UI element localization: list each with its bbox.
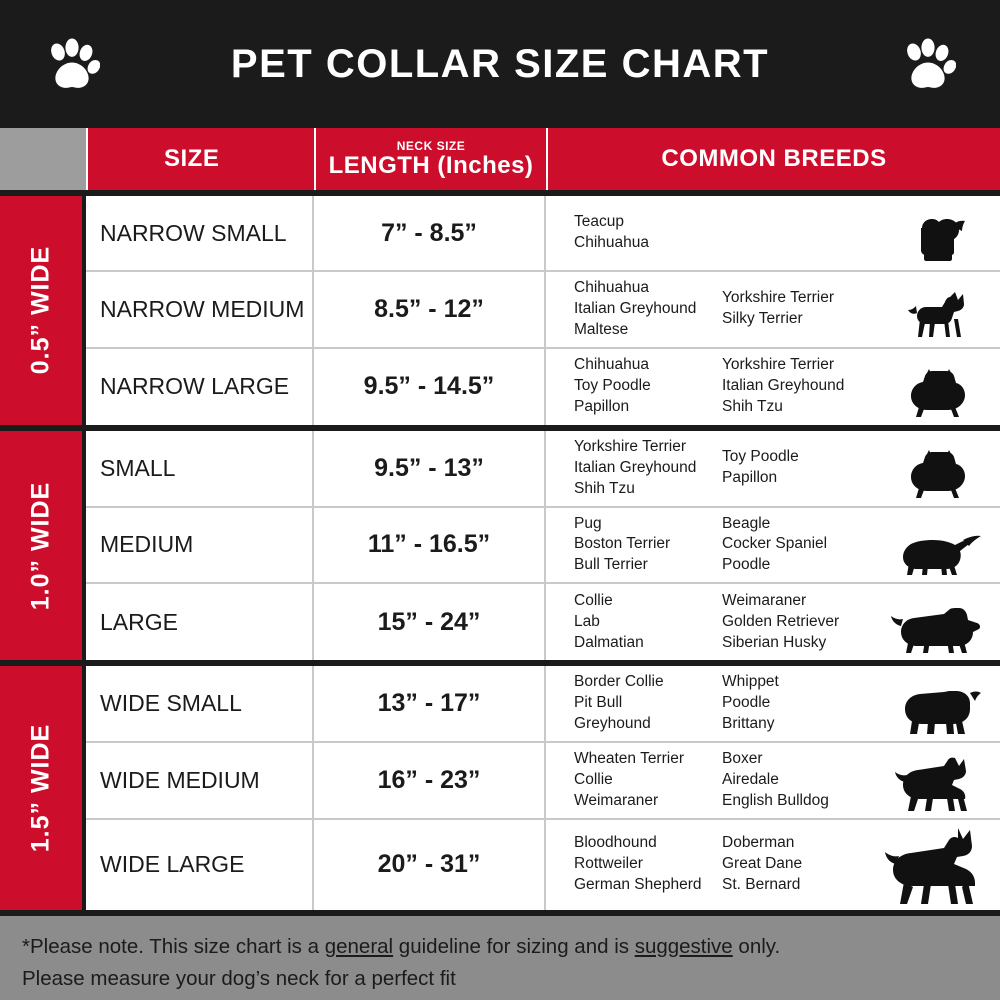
cell-size: NARROW LARGE — [86, 349, 314, 425]
table-row — [86, 584, 1000, 660]
table-row — [86, 666, 1000, 743]
breed-item: Bull Terrier — [574, 556, 648, 574]
size-table — [0, 128, 1000, 910]
footer-underline-general: general — [324, 934, 394, 958]
breed-item: Shih Tzu — [574, 479, 635, 497]
breed-item: German Shepherd — [574, 876, 702, 894]
breed-item: Toy Poodle — [574, 377, 651, 395]
header-breeds: COMMON BREEDS — [546, 128, 1000, 190]
cell-length: 16” - 23” — [314, 743, 546, 818]
footer-line-1 — [22, 932, 978, 962]
breed-item: Golden Retriever — [722, 612, 840, 630]
paw-print-icon — [44, 38, 100, 94]
breed-item: Weimaraner — [722, 591, 807, 609]
breed-item: Papillon — [722, 469, 778, 487]
beagle-silhouette — [882, 514, 1000, 577]
breed-item: Boxer — [722, 750, 763, 768]
table-row — [86, 508, 1000, 585]
breed-column-2 — [722, 749, 882, 812]
cell-length: 9.5” - 14.5” — [314, 349, 546, 425]
breed-item: St. Bernard — [722, 876, 801, 894]
breed-column-2 — [722, 672, 882, 735]
group-width-label: 1.0” WIDE — [26, 481, 55, 610]
breed-column-2 — [722, 514, 882, 577]
breed-item: Maltese — [574, 320, 629, 338]
breed-item: Brittany — [722, 715, 775, 733]
breed-column-1 — [574, 749, 722, 812]
chart-header — [0, 0, 1000, 128]
breed-item: Yorkshire Terrier — [574, 437, 686, 455]
breed-column-1 — [574, 514, 722, 577]
table-row — [86, 743, 1000, 820]
footer-line-2: Please measure your dog’s neck for a perfect fit — [22, 966, 456, 990]
breed-item: Collie — [574, 770, 613, 788]
breed-item: Shih Tzu — [722, 398, 783, 416]
table-row — [86, 349, 1000, 425]
breed-column-1 — [574, 212, 722, 254]
breed-column-1 — [574, 278, 722, 341]
boxer-silhouette — [882, 749, 1000, 812]
group-2 — [0, 660, 1000, 910]
retriever-silhouette — [882, 590, 1000, 654]
group-width-label: 0.5” WIDE — [26, 246, 55, 375]
breed-column-2 — [722, 591, 882, 654]
header-size: SIZE — [86, 128, 314, 190]
group-0 — [0, 190, 1000, 425]
breed-column-2 — [722, 437, 882, 500]
header-length-small: NECK SIZE — [396, 139, 466, 153]
breed-item: Great Dane — [722, 855, 803, 873]
breed-item: Papillon — [574, 398, 630, 416]
doberman-silhouette — [882, 826, 1000, 904]
cell-size: NARROW MEDIUM — [86, 272, 314, 347]
breed-item: Italian Greyhound — [722, 377, 845, 395]
breed-item: Weimaraner — [574, 791, 659, 809]
group-width-label-cell — [0, 666, 86, 910]
breed-item: Greyhound — [574, 715, 651, 733]
breed-item: Lab — [574, 612, 600, 630]
breed-column-2 — [722, 278, 882, 341]
cell-breeds — [546, 196, 1000, 270]
bulldog-silhouette — [882, 672, 1000, 735]
cell-length: 9.5” - 13” — [314, 431, 546, 506]
breed-item: Wheaten Terrier — [574, 750, 684, 768]
cell-length: 13” - 17” — [314, 666, 546, 741]
cell-size: LARGE — [86, 584, 314, 660]
group-width-label: 1.5” WIDE — [26, 723, 55, 853]
group-width-label-cell — [0, 196, 86, 425]
breed-item: Border Collie — [574, 673, 664, 691]
footer-text-a: *Please note. This size chart is a — [22, 934, 325, 958]
breed-item: Poodle — [722, 556, 771, 574]
breed-column-1 — [574, 833, 722, 896]
breed-item: Whippet — [722, 673, 779, 691]
breed-item: Italian Greyhound — [574, 458, 697, 476]
cell-size: SMALL — [86, 431, 314, 506]
breed-item: Silky Terrier — [722, 310, 803, 328]
cell-size: MEDIUM — [86, 508, 314, 583]
cell-size: WIDE LARGE — [86, 820, 314, 910]
breed-item: Cocker Spaniel — [722, 535, 828, 553]
breed-column-1 — [574, 672, 722, 735]
breed-item: Collie — [574, 591, 613, 609]
table-row — [86, 272, 1000, 349]
breed-column-2 — [722, 833, 882, 896]
breed-item: Rottweiler — [574, 855, 643, 873]
breed-item: Yorkshire Terrier — [722, 356, 834, 374]
breed-item: Pug — [574, 514, 602, 532]
table-row — [86, 820, 1000, 910]
paw-print-icon — [900, 38, 956, 94]
page-title: PET COLLAR SIZE CHART — [230, 41, 770, 86]
breed-item: Italian Greyhound — [574, 299, 697, 317]
cell-breeds — [546, 820, 1000, 910]
breed-item: Bloodhound — [574, 834, 657, 852]
breed-column-1 — [574, 437, 722, 500]
breed-column-1 — [574, 355, 722, 418]
cell-length: 11” - 16.5” — [314, 508, 546, 583]
breed-column-2 — [722, 355, 882, 418]
table-row — [86, 431, 1000, 508]
breed-item: Boston Terrier — [574, 535, 671, 553]
cell-breeds — [546, 349, 1000, 425]
breed-item: Chihuahua — [574, 356, 649, 374]
breed-item: Siberian Husky — [722, 633, 827, 651]
breed-item: Poodle — [722, 694, 771, 712]
cell-breeds — [546, 743, 1000, 818]
footer-text-c: only. — [732, 934, 781, 958]
breed-item: Teacup — [574, 213, 624, 231]
breed-item: Dalmatian — [574, 633, 644, 651]
breed-item: Chihuahua — [574, 279, 649, 296]
cell-size: WIDE MEDIUM — [86, 743, 314, 818]
breed-item: Doberman — [722, 834, 795, 852]
cell-size: NARROW SMALL — [86, 196, 314, 270]
cell-length: 8.5” - 12” — [314, 272, 546, 347]
chihuahua-silhouette — [882, 278, 1000, 341]
papillon-silhouette — [882, 437, 1000, 500]
cell-breeds — [546, 584, 1000, 660]
cell-breeds — [546, 272, 1000, 347]
cell-breeds — [546, 508, 1000, 583]
breed-item: Pit Bull — [574, 694, 623, 712]
yorkshire-terrier-silhouette — [882, 202, 1000, 264]
header-corner-cell — [0, 128, 86, 190]
cell-length: 20” - 31” — [314, 820, 546, 910]
group-1 — [0, 425, 1000, 661]
breed-item: Airedale — [722, 770, 779, 788]
header-length — [314, 128, 546, 190]
breed-item: English Bulldog — [722, 791, 829, 809]
table-header-row — [0, 128, 1000, 190]
header-length-big: LENGTH (Inches) — [328, 152, 534, 179]
breed-item: Toy Poodle — [722, 448, 799, 466]
cell-length: 7” - 8.5” — [314, 196, 546, 270]
breed-item: Beagle — [722, 514, 771, 532]
footer-note — [0, 910, 1000, 1000]
breed-item: Chihuahua — [574, 234, 649, 251]
cell-length: 15” - 24” — [314, 584, 546, 660]
table-row — [86, 196, 1000, 272]
footer-underline-suggestive: suggestive — [634, 934, 733, 958]
cell-breeds — [546, 431, 1000, 506]
breed-column-2 — [722, 212, 882, 254]
cell-size: WIDE SMALL — [86, 666, 314, 741]
breed-column-1 — [574, 591, 722, 654]
group-width-label-cell — [0, 431, 86, 661]
papillon-silhouette — [882, 355, 1000, 419]
breed-item: Yorkshire Terrier — [722, 289, 834, 307]
footer-text-b: guideline for sizing and is — [393, 934, 635, 958]
cell-breeds — [546, 666, 1000, 741]
